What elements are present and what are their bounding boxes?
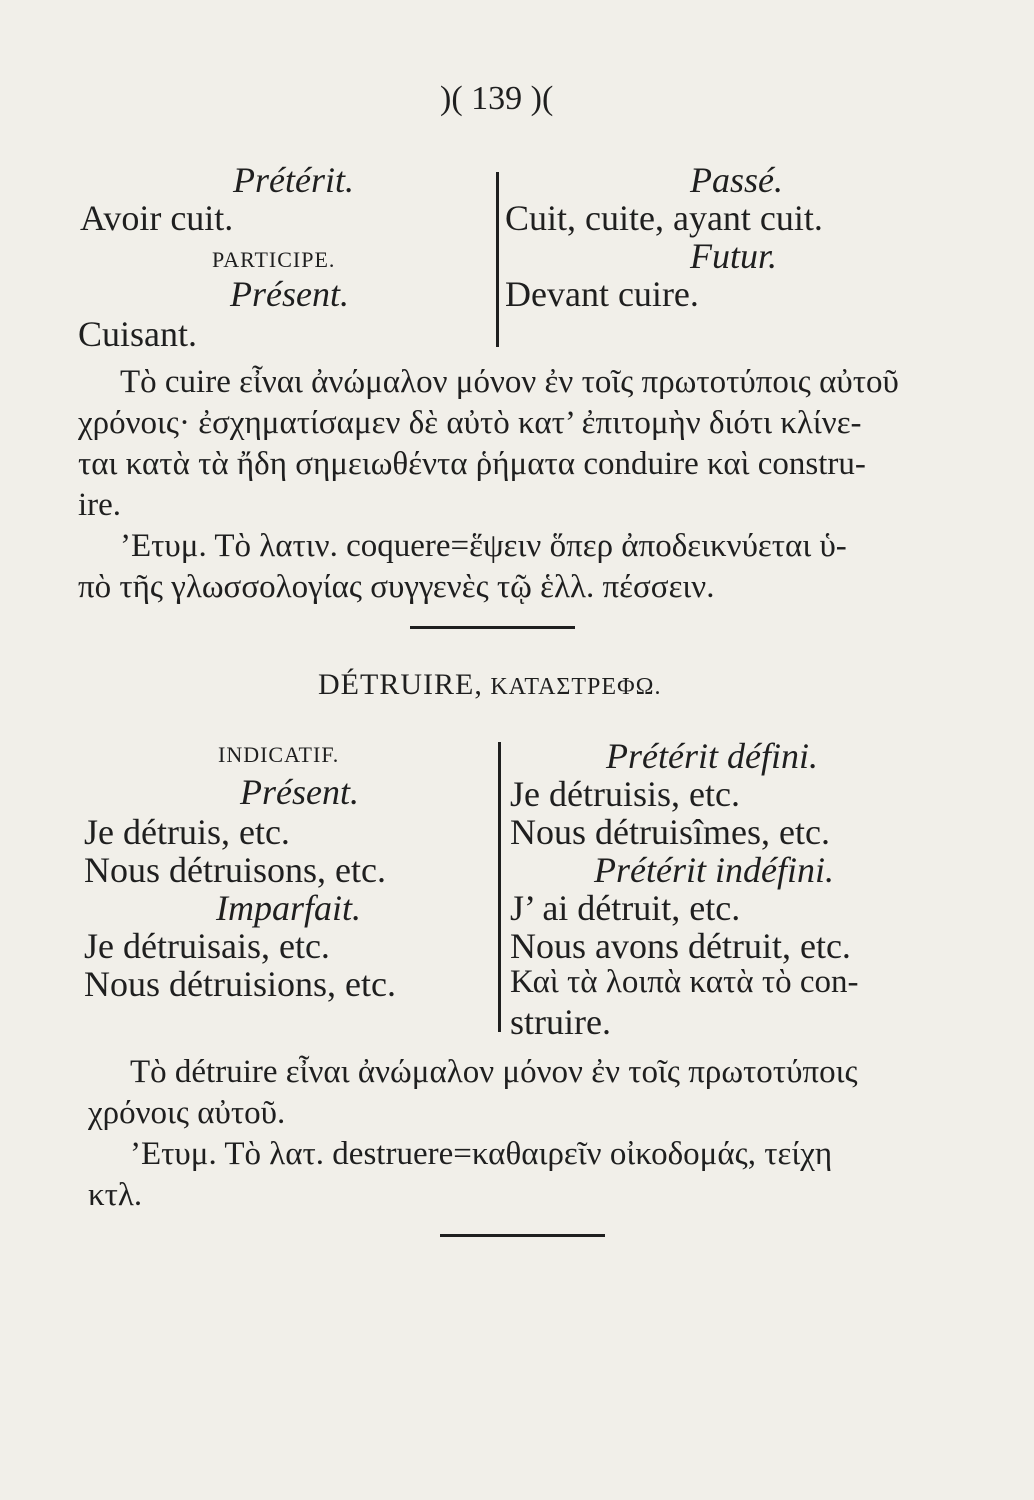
paragraph-line: Τὸ cuire εἶναι ἀνώμαλον μόνον ἐν τοῖς πρωτοτύποις αὐτοῦ <box>120 364 899 400</box>
present-form-1: Cuisant. <box>78 314 198 354</box>
paragraph-detruire <box>88 1052 938 1216</box>
paragraph-line: ται κατὰ τὰ ἤδη σημειωθέντα ῥήματα conduire καὶ constru- <box>78 446 866 482</box>
preterit-defini-heading: Prétérit défini. <box>606 736 818 776</box>
paragraph-line: χρόνοις αὐτοῦ. <box>88 1095 286 1131</box>
note-line-1: Καὶ τὰ λοιπὰ κατὰ τὸ con- <box>510 964 859 1000</box>
paragraph-line: Τὸ détruire εἶναι ἀνώμαλον μόνον ἐν τοῖς πρωτοτύποις <box>130 1054 858 1090</box>
paragraph-line: κτλ. <box>88 1177 143 1213</box>
defini-line-2: Nous détruisîmes, etc. <box>510 812 830 852</box>
paragraph-cuire <box>78 362 938 608</box>
section-separator-1 <box>410 626 575 629</box>
defini-line-1: Je détruisis, etc. <box>510 774 740 814</box>
section-separator-2 <box>440 1234 605 1237</box>
paragraph-line: ’Ετυμ. Τὸ λατ. destruere=καθαιρεῖν οἰκοδομάς, τείχη <box>130 1136 833 1172</box>
futur-form: Devant cuire. <box>505 274 699 314</box>
section-title-greek: ΚΑΤΑΣΤΡΕΦΩ. <box>490 674 662 700</box>
present-heading-1: Présent. <box>230 274 349 314</box>
paragraph-line: χρόνοις· ἐσχηματίσαμεν δὲ αὐτὸ κατ’ ἐπιτομὴν διότι κλίνε- <box>78 405 862 441</box>
imparfait-heading: Imparfait. <box>216 888 362 928</box>
present-heading-2: Présent. <box>240 772 359 812</box>
indefini-line-1: J’ ai détruit, etc. <box>510 888 741 928</box>
paragraph-line: πὸ τῆς γλωσσολογίας συγγενὲς τῷ ἑλλ. πέσσειν. <box>78 569 715 605</box>
paragraph-line: ’Ετυμ. Τὸ λατιν. coquere=ἕψειν ὅπερ ἀποδεικνύεται ὑ- <box>120 528 847 564</box>
indicatif-label: INDICATIF. <box>218 742 340 767</box>
preterit-form: Avoir cuit. <box>80 198 234 238</box>
passe-heading: Passé. <box>690 160 783 200</box>
note-line-2: struire. <box>510 1002 611 1042</box>
section-title <box>318 668 661 702</box>
participle-label: PARTICIPE. <box>212 247 336 272</box>
column-divider-1 <box>496 172 499 347</box>
page-number: )( 139 )( <box>440 80 554 117</box>
futur-heading: Futur. <box>690 236 778 276</box>
passe-form: Cuit, cuite, ayant cuit. <box>505 198 823 238</box>
indefini-line-2: Nous avons détruit, etc. <box>510 926 851 966</box>
imparfait-line-1: Je détruisais, etc. <box>84 926 330 966</box>
preterit-indefini-heading: Prétérit indéfini. <box>594 850 834 890</box>
present-line-1: Je détruis, etc. <box>84 812 290 852</box>
section-title-french: DÉTRUIRE, <box>318 668 483 701</box>
paragraph-line: ire. <box>78 487 122 523</box>
present-line-2: Nous détruisons, etc. <box>84 850 386 890</box>
column-divider-2 <box>498 742 501 1032</box>
imparfait-line-2: Nous détruisions, etc. <box>84 964 396 1004</box>
preterit-heading: Prétérit. <box>233 160 354 200</box>
